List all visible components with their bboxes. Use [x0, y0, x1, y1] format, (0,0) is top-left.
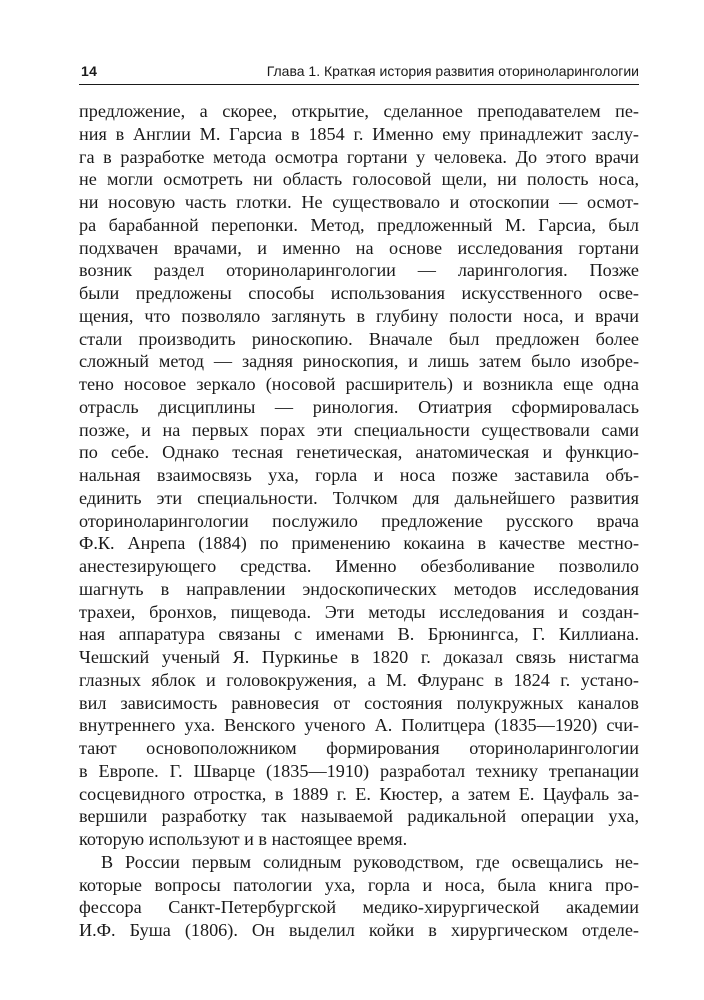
text-line: отрасль дисциплины — ринология. Отиатрия сформировалась	[79, 396, 639, 417]
text-line: внутреннего уха. Венского ученого А. Политцера (1835—1920) счи-	[79, 715, 639, 736]
text-line: ра барабанной перепонки. Метод, предложенный М. Гарсиа, был	[79, 214, 639, 235]
text-line: га в разработке метода осмотра гортани у человека. До этого врачи	[79, 146, 639, 167]
text-line: шагнуть в направлении эндоскопических методов исследования	[79, 578, 639, 599]
text-line: оториноларингологии послужило предложение русского врача	[79, 510, 639, 531]
text-line: анестезирующего средства. Именно обезболивание позволило	[79, 556, 639, 576]
text-line: ния в Англии М. Гарсиа в 1854 г. Именно ему принадлежит заслу-	[79, 123, 639, 144]
text-line: были предложены способы использования искусственного осве-	[79, 283, 639, 303]
text-line: подхвачен врачами, и именно на основе исследования гортани	[79, 237, 639, 258]
text-line: сложный метод — задняя риноскопия, и лишь затем было изобре-	[79, 351, 639, 372]
text-line: вершили разработку так называемой радикальной операции уха,	[79, 806, 639, 827]
running-header	[79, 60, 639, 85]
paragraph-1	[79, 100, 639, 851]
text-line: нальная взаимосвязь уха, горла и носа позже заставила объ-	[79, 465, 639, 485]
text-line: позже, и на первых порах эти специальности существовали сами	[79, 419, 639, 440]
text-line: сосцевидного отростка, в 1889 г. Е. Кюстер, а затем Е. Цауфаль за-	[79, 783, 639, 804]
text-line: ни носовую часть глотки. Не существовало и отоскопии — осмот-	[79, 192, 639, 212]
text-line: трахеи, бронхов, пищевода. Эти методы исследования и создан-	[79, 601, 639, 622]
chapter-title: Глава 1. Краткая история развития оториноларингологии	[266, 63, 639, 79]
body-text	[79, 100, 639, 942]
text-line: предложение, а скорее, открытие, сделанное преподавателем пе-	[79, 101, 639, 121]
text-line: которую используют и в настоящее время.	[79, 829, 408, 849]
text-line: не могли осмотреть ни область голосовой щели, ни полость носа,	[79, 169, 639, 190]
text-line: вил зависимость равновесия от состояния полукружных каналов	[79, 692, 639, 713]
text-line: возник раздел оториноларингологии — ларингология. Позже	[79, 260, 639, 281]
text-line: по себе. Однако тесная генетическая, анатомическая и функцио-	[79, 442, 639, 463]
text-line: глазных яблок и головокружения, а М. Флуранс в 1824 г. устано-	[79, 669, 639, 690]
text-line: Чешский ученый Я. Пуркинье в 1820 г. доказал связь нистагма	[79, 647, 639, 667]
text-line: ная аппаратура связаны с именами В. Брюнингса, Г. Киллиана.	[79, 624, 639, 645]
text-line: И.Ф. Буша (1806). Он выделил койки в хирургическом отделе-	[79, 920, 639, 940]
page-number: 14	[81, 63, 98, 79]
text-line: тено носовое зеркало (носовой расширитель) и возникла еще одна	[79, 374, 639, 394]
paragraph-2	[79, 851, 639, 942]
text-line: Ф.К. Анрепа (1884) по применению кокаина в качестве местно-	[79, 533, 639, 554]
text-line: тают основоположником формирования оториноларингологии	[79, 738, 639, 758]
text-line: щения, что позволяло заглянуть в глубину полости носа, и врачи	[79, 305, 639, 326]
text-line: стали производить риноскопию. Вначале был предложен более	[79, 328, 639, 349]
text-line: в Европе. Г. Шварце (1835—1910) разработал технику трепанации	[79, 760, 639, 781]
text-line: В России первым солидным руководством, где освещались не-	[101, 851, 639, 872]
text-line: которые вопросы патологии уха, горла и носа, была книга про-	[79, 874, 639, 895]
text-line: единить эти специальности. Толчком для дальнейшего развития	[79, 487, 639, 508]
text-line: фессора Санкт-Петербургской медико-хирургической академии	[79, 897, 639, 918]
